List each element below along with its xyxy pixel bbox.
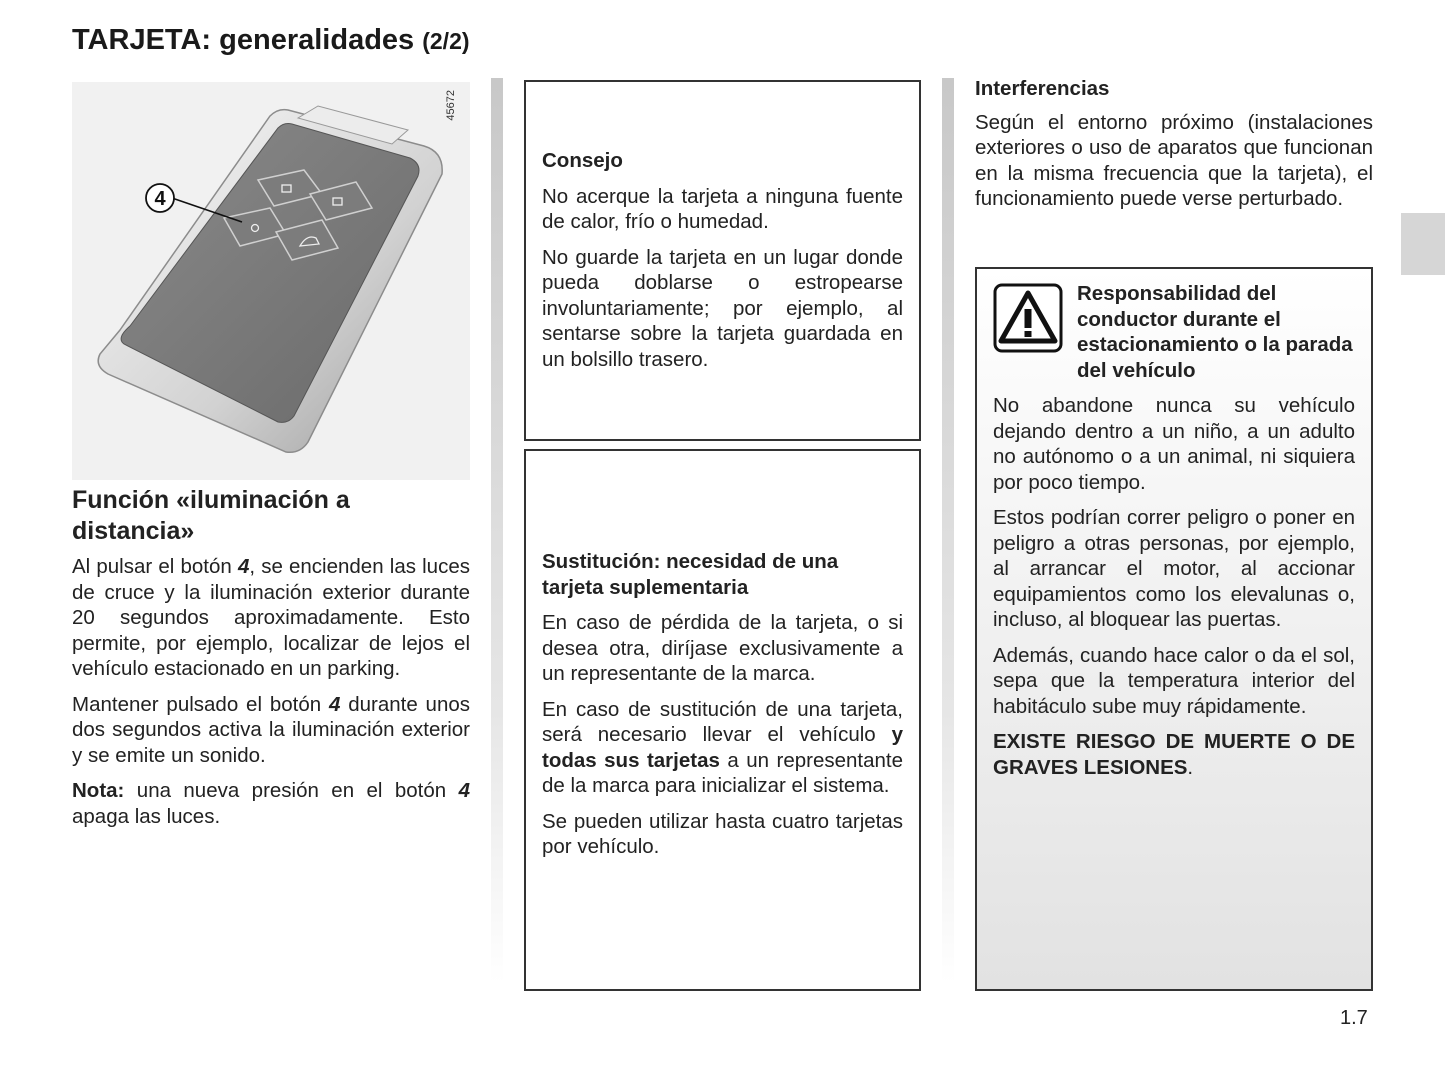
button-ref: 4 bbox=[458, 779, 470, 802]
text-run: apaga las luces. bbox=[72, 804, 221, 828]
text-run: . bbox=[1187, 755, 1194, 779]
page-title-pager: (2/2) bbox=[422, 28, 470, 54]
warning-paragraph: Además, cuando hace calor o da el sol, sepa que la temperatura interior del habitáculo sube muy rápidamente. bbox=[993, 643, 1355, 718]
text-run: Al pulsar el botón bbox=[72, 555, 238, 578]
interference-heading: Interferencias bbox=[975, 77, 1110, 100]
advice-box bbox=[524, 80, 921, 441]
text-run: En caso de sustitución de una tarjeta, será necesario llevar el vehículo bbox=[542, 697, 903, 746]
figure-reference-number: 45672 bbox=[445, 90, 457, 121]
replacement-heading: Sustitución: necesidad de una tarjeta suplementaria bbox=[542, 550, 839, 599]
interference-section bbox=[975, 76, 1373, 222]
advice-paragraph: No acerque la tarjeta a ninguna fuente de calor, frío o humedad. bbox=[542, 184, 903, 233]
note-paragraph bbox=[72, 778, 470, 829]
page-title bbox=[72, 24, 470, 57]
warning-title: Responsabilidad del conductor durante el estacionamiento o la parada del vehículo bbox=[1077, 282, 1353, 382]
replacement-box bbox=[524, 449, 921, 991]
warning-risk-text: EXISTE RIESGO DE MUERTE O DE GRAVES LESIONES bbox=[993, 730, 1355, 779]
text-run: , se encienden las luces de cruce y la iluminación exterior durante 20 segundos aproximadamente. Esto permite, por ejemplo, localizar de lejos el vehículo estacionado en un parking. bbox=[72, 555, 470, 680]
warning-box bbox=[975, 267, 1373, 991]
replacement-paragraph: Se pueden utilizar hasta cuatro tarjetas por vehículo. bbox=[542, 809, 903, 858]
warning-paragraph: No abandone nunca su vehículo dejando dentro a un niño, a un adulto no autónomo o a un animal, ni siquiera por poco tiempo. bbox=[993, 394, 1355, 494]
replacement-paragraph bbox=[542, 697, 903, 799]
text-run: durante unos dos segundos activa la iluminación exterior y se emite un sonido. bbox=[72, 692, 471, 767]
text-run: a un representante de la marca para inicializar el sistema. bbox=[542, 748, 903, 797]
key-card-figure bbox=[72, 82, 470, 480]
paragraph bbox=[72, 554, 470, 682]
page-number: 1.7 bbox=[1340, 1007, 1368, 1029]
paragraph bbox=[72, 692, 470, 769]
button-ref: 4 bbox=[328, 692, 341, 716]
note-label: Nota: bbox=[72, 779, 125, 802]
advice-heading: Consejo bbox=[542, 149, 623, 172]
chapter-tab bbox=[1401, 213, 1445, 275]
left-column-text bbox=[72, 554, 470, 839]
callout-label: 4 bbox=[154, 188, 166, 210]
section-heading-remote-lighting: Función «iluminación a distancia» bbox=[72, 486, 350, 545]
button-ref: 4 bbox=[237, 555, 250, 578]
warning-paragraph: Estos podrían correr peligro o poner en peligro a otras personas, por ejemplo, al arrancar el motor, al accionar equipamientos como los elevalunas o, incluso, al bloquear las puertas. bbox=[993, 506, 1355, 631]
text-run: Mantener pulsado el botón bbox=[72, 692, 329, 716]
text-run: una nueva presión en el botón bbox=[124, 779, 459, 802]
column-separator-right bbox=[942, 78, 954, 983]
emphasis: y todas sus tarjetas bbox=[542, 723, 903, 772]
column-separator-left bbox=[491, 78, 503, 983]
replacement-paragraph: En caso de pérdida de la tarjeta, o si desea otra, diríjase exclusivamente a un representante de la marca. bbox=[542, 611, 903, 685]
page-title-text: TARJETA: generalidades bbox=[72, 24, 415, 56]
interference-paragraph: Según el entorno próximo (instalaciones exteriores o uso de aparatos que funcionan en la misma frecuencia que la tarjeta), el funcionamiento puede verse perturbado. bbox=[975, 110, 1373, 210]
warning-header bbox=[993, 281, 1355, 383]
warning-triangle-icon bbox=[993, 283, 1063, 353]
key-card-illustration bbox=[72, 82, 470, 480]
advice-paragraph: No guarde la tarjeta en un lugar donde pueda doblarse o estropearse involuntariamente; por ejemplo, al sentarse sobre la tarjeta guardada en un bolsillo trasero. bbox=[542, 245, 903, 371]
warning-emphasis bbox=[993, 729, 1355, 780]
